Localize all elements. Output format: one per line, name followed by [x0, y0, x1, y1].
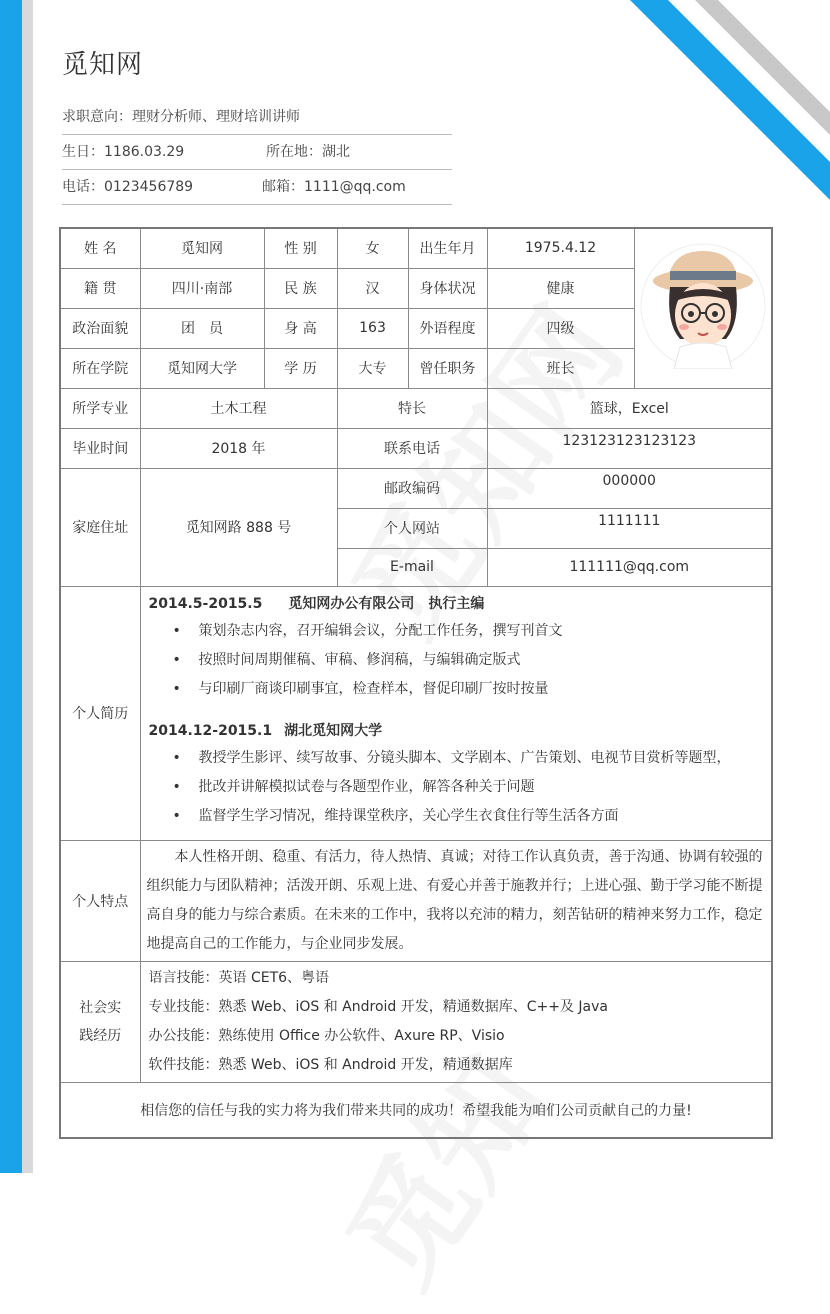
resume-content: [140, 586, 772, 840]
contact-label: 联系电话: [337, 428, 487, 468]
practice-content: [140, 961, 772, 1082]
traits-label: 个人特点: [60, 840, 140, 961]
resume-table: [59, 227, 773, 1139]
school-value: 觅知网大学: [140, 348, 264, 388]
height-value: 163: [337, 308, 408, 348]
major-label: 所学专业: [60, 388, 140, 428]
native-value: 四川·南部: [140, 268, 264, 308]
grad-value: 2018 年: [140, 428, 337, 468]
job-2-company: 湖北觅知网大学: [284, 722, 383, 739]
list-item: • 教授学生影评、续写故事、分镜头脚本、文学剧本、广告策划、电视节目赏析等题型，: [149, 744, 764, 773]
birth-location-line: [62, 135, 452, 170]
postcode-value: 000000: [487, 468, 772, 508]
degree-value: 大专: [337, 348, 408, 388]
job-2-header: [149, 718, 764, 744]
email-label: 邮箱：: [262, 179, 304, 195]
intention-line: [62, 100, 452, 135]
major-value: 土木工程: [140, 388, 337, 428]
contact-value: 123123123123123: [487, 428, 772, 468]
email-row-label: E-mail: [337, 548, 487, 586]
intention-label: 求职意向：: [62, 109, 132, 125]
skill-line: 专业技能：熟悉 Web、iOS 和 Android 开发，精通数据库、C++及 Java: [148, 998, 609, 1015]
birthdate-label: 出生年月: [408, 228, 487, 268]
health-value: 健康: [487, 268, 634, 308]
address-label: 家庭住址: [60, 468, 140, 586]
health-label: 身体状况: [408, 268, 487, 308]
list-item: • 按照时间周期催稿、审稿、修润稿，与编辑确定版式: [149, 646, 764, 675]
job-1-title: 执行主编: [428, 595, 485, 612]
political-label: 政治面貌: [60, 308, 140, 348]
job-1-duties: [149, 617, 764, 704]
specialty-label: 特长: [337, 388, 487, 428]
email-row-value: 111111@qq.com: [487, 548, 772, 586]
avatar: [640, 243, 766, 369]
political-value: 团 员: [140, 308, 264, 348]
traits-text: 本人性格开朗、稳重、有活力，待人热情、真诚；对待工作认真负责，善于沟通、协调有较强的组织能力与团队精神；活泼开朗、乐观上进、有爱心并善于施教并行；上进心强、勤于学习能不断提高自身的能力与综合素质。在未来的工作中，我将以充沛的精力，刻苦钻研的精神来努力工作，稳定地提高自己的工作能力，与企业同步发展。: [140, 840, 772, 961]
list-item: • 与印刷厂商谈印刷事宜，检查样本，督促印刷厂按时按量: [149, 675, 764, 704]
language-value: 四级: [487, 308, 634, 348]
position-value: 班长: [487, 348, 634, 388]
skill-line: 语言技能：英语 CET6、粤语: [148, 969, 330, 986]
location-value: 湖北: [322, 144, 350, 160]
birth-label: 生日：: [62, 144, 104, 160]
list-item: • 监督学生学习情况，维持课堂秩序，关心学生衣食住行等生活各方面: [149, 802, 764, 831]
height-label: 身 高: [264, 308, 337, 348]
degree-label: 学 历: [264, 348, 337, 388]
left-accent-stripe: [0, 0, 22, 1173]
gender-label: 性 别: [264, 228, 337, 268]
left-grey-stripe: [22, 0, 33, 1173]
grad-label: 毕业时间: [60, 428, 140, 468]
closing-statement: 相信您的信任与我的实力将为我们带来共同的成功！希望我能为咱们公司贡献自己的力量!: [60, 1082, 772, 1138]
phone-label: 电话：: [62, 179, 104, 195]
postcode-label: 邮政编码: [337, 468, 487, 508]
ethnic-value: 汉: [337, 268, 408, 308]
job-1-company: 觅知网办公有限公司: [288, 595, 415, 612]
candidate-name: 觅知网: [62, 50, 144, 80]
job-1-header: [149, 591, 764, 617]
skill-line: 办公技能：熟练使用 Office 办公软件、Axure RP、Visio: [148, 1027, 505, 1044]
email-value: 1111@qq.com: [304, 179, 406, 195]
practice-label: 社会实践经历: [60, 961, 140, 1082]
contact-line: [62, 170, 452, 205]
name-value: 觅知网: [140, 228, 264, 268]
school-label: 所在学院: [60, 348, 140, 388]
resume-label: 个人简历: [60, 586, 140, 840]
gender-value: 女: [337, 228, 408, 268]
skill-line: 软件技能：熟悉 Web、iOS 和 Android 开发，精通数据库: [148, 1056, 513, 1073]
intention-value: 理财分析师、理财培训讲师: [132, 109, 300, 125]
job-2-duties: [149, 744, 764, 831]
list-item: • 批改并讲解模拟试卷与各题型作业，解答各种关于问题: [149, 773, 764, 802]
address-value: 觅知网路 888 号: [140, 468, 337, 586]
position-label: 曾任职务: [408, 348, 487, 388]
native-label: 籍 贯: [60, 268, 140, 308]
job-1-period: 2014.5-2015.5: [148, 595, 263, 612]
website-label: 个人网站: [337, 508, 487, 548]
list-item: • 策划杂志内容，召开编辑会议，分配工作任务，撰写刊首文: [149, 617, 764, 646]
ethnic-label: 民 族: [264, 268, 337, 308]
phone-field: [62, 170, 262, 204]
website-value: 1111111: [487, 508, 772, 548]
birth-value: 1186.03.29: [104, 144, 185, 160]
specialty-value: 篮球，Excel: [487, 388, 772, 428]
birthdate-value: 1975.4.12: [487, 228, 634, 268]
job-2-period: 2014.12-2015.1: [148, 722, 273, 739]
location-label: 所在地：: [266, 144, 322, 160]
birth-field: [62, 135, 266, 169]
phone-value: 0123456789: [104, 179, 194, 195]
corner-decoration: [590, 0, 830, 200]
name-label: 姓 名: [60, 228, 140, 268]
photo-cell: [634, 228, 772, 388]
language-label: 外语程度: [408, 308, 487, 348]
